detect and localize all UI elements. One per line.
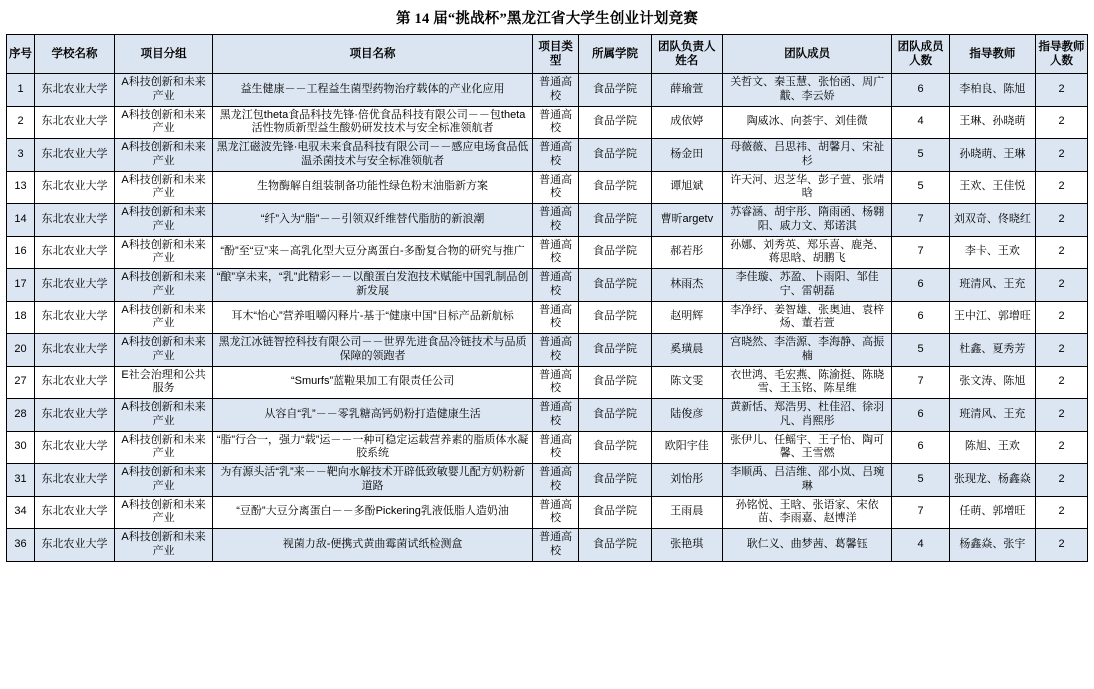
cell-no: 27 bbox=[7, 366, 35, 399]
cell-members: 衣世鸿、毛宏燕、陈渝挺、陈晓雪、王玉铭、陈星维 bbox=[722, 366, 892, 399]
cell-school: 东北农业大学 bbox=[35, 204, 115, 237]
table-row bbox=[7, 236, 1088, 269]
column-header-leader: 团队负责人姓名 bbox=[651, 35, 722, 74]
cell-member-count: 4 bbox=[892, 106, 949, 139]
cell-no: 16 bbox=[7, 236, 35, 269]
cell-college: 食品学院 bbox=[579, 269, 651, 302]
cell-group: A科技创新和未来产业 bbox=[114, 269, 212, 302]
cell-leader: 郝若彤 bbox=[651, 236, 722, 269]
cell-members: 许天河、迟芝华、彭子萱、张靖晗 bbox=[722, 171, 892, 204]
table-body bbox=[7, 74, 1088, 562]
cell-members: 陶威冰、向荟宇、刘佳微 bbox=[722, 106, 892, 139]
cell-member-count: 6 bbox=[892, 431, 949, 464]
cell-project-name: “Smurfs”蓝鞡果加工有限责任公司 bbox=[213, 366, 533, 399]
cell-leader: 欧阳宇佳 bbox=[651, 431, 722, 464]
cell-college: 食品学院 bbox=[579, 496, 651, 529]
cell-members: 母薇薇、吕思祎、胡馨月、宋祉杉 bbox=[722, 139, 892, 172]
cell-no: 1 bbox=[7, 74, 35, 107]
cell-project-name: 耳木“怡心”营养咀嚼闪释片-基于“健康中国”目标产品新航标 bbox=[213, 301, 533, 334]
cell-group: A科技创新和未来产业 bbox=[114, 236, 212, 269]
cell-no: 13 bbox=[7, 171, 35, 204]
column-header-members: 团队成员 bbox=[722, 35, 892, 74]
cell-type: 普通高校 bbox=[532, 529, 578, 562]
cell-no: 28 bbox=[7, 399, 35, 432]
cell-college: 食品学院 bbox=[579, 204, 651, 237]
cell-teacher-count: 2 bbox=[1036, 171, 1088, 204]
cell-members: 李净纾、姜智雄、张奥迪、袁梓炀、董若萱 bbox=[722, 301, 892, 334]
cell-college: 食品学院 bbox=[579, 106, 651, 139]
cell-no: 20 bbox=[7, 334, 35, 367]
cell-members: 孙铭悦、王晗、张语家、宋依苗、李雨嘉、赵博洋 bbox=[722, 496, 892, 529]
column-header-project: 项目名称 bbox=[213, 35, 533, 74]
cell-teacher-count: 2 bbox=[1036, 269, 1088, 302]
cell-members: 李佳璇、苏盈、卜雨阳、邹佳宁、雷朝磊 bbox=[722, 269, 892, 302]
cell-teachers: 王中江、郭增旺 bbox=[949, 301, 1035, 334]
column-header-no: 序号 bbox=[7, 35, 35, 74]
cell-teachers: 张现龙、杨鑫焱 bbox=[949, 464, 1035, 497]
cell-college: 食品学院 bbox=[579, 236, 651, 269]
cell-no: 30 bbox=[7, 431, 35, 464]
column-header-school: 学校名称 bbox=[35, 35, 115, 74]
cell-teacher-count: 2 bbox=[1036, 236, 1088, 269]
cell-member-count: 6 bbox=[892, 269, 949, 302]
cell-college: 食品学院 bbox=[579, 529, 651, 562]
cell-no: 18 bbox=[7, 301, 35, 334]
cell-members: 孙娜、刘秀英、郑乐喜、鹿尧、蒋思晗、胡鹏飞 bbox=[722, 236, 892, 269]
cell-type: 普通高校 bbox=[532, 496, 578, 529]
cell-teacher-count: 2 bbox=[1036, 529, 1088, 562]
cell-member-count: 5 bbox=[892, 139, 949, 172]
cell-school: 东北农业大学 bbox=[35, 431, 115, 464]
cell-teachers: 班清风、王充 bbox=[949, 269, 1035, 302]
cell-teacher-count: 2 bbox=[1036, 301, 1088, 334]
cell-members: 苏睿涵、胡宇彤、隋雨函、杨翱阳、戚力文、郑诺淇 bbox=[722, 204, 892, 237]
cell-college: 食品学院 bbox=[579, 399, 651, 432]
table-row bbox=[7, 529, 1088, 562]
cell-teachers: 张文涛、陈旭 bbox=[949, 366, 1035, 399]
cell-group: A科技创新和未来产业 bbox=[114, 139, 212, 172]
cell-school: 东北农业大学 bbox=[35, 496, 115, 529]
cell-school: 东北农业大学 bbox=[35, 171, 115, 204]
cell-project-name: 视菌力敌-便携式黄曲霉菌试纸检测盒 bbox=[213, 529, 533, 562]
cell-teacher-count: 2 bbox=[1036, 74, 1088, 107]
cell-college: 食品学院 bbox=[579, 301, 651, 334]
cell-type: 普通高校 bbox=[532, 171, 578, 204]
cell-project-name: 从容自“乳”－－零乳糖高钙奶粉打造健康生活 bbox=[213, 399, 533, 432]
cell-school: 东北农业大学 bbox=[35, 366, 115, 399]
cell-leader: 陆俊彦 bbox=[651, 399, 722, 432]
column-header-teacher-count: 指导教师人数 bbox=[1036, 35, 1088, 74]
cell-project-name: 黑龙江磁波先锋·电驭未来食品科技有限公司－－感应电场食品低温杀菌技术与安全标准领航者 bbox=[213, 139, 533, 172]
cell-school: 东北农业大学 bbox=[35, 139, 115, 172]
cell-type: 普通高校 bbox=[532, 236, 578, 269]
table-row bbox=[7, 334, 1088, 367]
table-row bbox=[7, 171, 1088, 204]
cell-members: 关哲文、秦玉慧、张怡函、周广黻、李云娇 bbox=[722, 74, 892, 107]
cell-type: 普通高校 bbox=[532, 301, 578, 334]
cell-member-count: 7 bbox=[892, 366, 949, 399]
cell-project-name: 生物酶解自组装制备功能性绿色粉末油脂新方案 bbox=[213, 171, 533, 204]
cell-group: A科技创新和未来产业 bbox=[114, 529, 212, 562]
cell-project-name: “酚”至“豆”来－高乳化型大豆分离蛋白-多酚复合物的研究与推广 bbox=[213, 236, 533, 269]
cell-no: 14 bbox=[7, 204, 35, 237]
cell-project-name: “纤”入为“脂”－－引领双纤维替代脂肪的新浪潮 bbox=[213, 204, 533, 237]
cell-leader: 赵明辉 bbox=[651, 301, 722, 334]
cell-teacher-count: 2 bbox=[1036, 431, 1088, 464]
cell-no: 17 bbox=[7, 269, 35, 302]
cell-teacher-count: 2 bbox=[1036, 399, 1088, 432]
cell-group: A科技创新和未来产业 bbox=[114, 171, 212, 204]
column-header-college: 所属学院 bbox=[579, 35, 651, 74]
table-row bbox=[7, 139, 1088, 172]
cell-leader: 刘怡彤 bbox=[651, 464, 722, 497]
cell-college: 食品学院 bbox=[579, 366, 651, 399]
cell-teachers: 李卡、王欢 bbox=[949, 236, 1035, 269]
cell-teacher-count: 2 bbox=[1036, 496, 1088, 529]
cell-type: 普通高校 bbox=[532, 464, 578, 497]
cell-members: 李顺禹、吕洁维、邵小岚、吕琬琳 bbox=[722, 464, 892, 497]
cell-member-count: 4 bbox=[892, 529, 949, 562]
cell-members: 耿仁义、曲梦茜、葛馨钰 bbox=[722, 529, 892, 562]
cell-school: 东北农业大学 bbox=[35, 236, 115, 269]
cell-teachers: 任萌、郭增旺 bbox=[949, 496, 1035, 529]
table-row bbox=[7, 464, 1088, 497]
cell-teacher-count: 2 bbox=[1036, 366, 1088, 399]
cell-leader: 谭旭斌 bbox=[651, 171, 722, 204]
cell-member-count: 5 bbox=[892, 171, 949, 204]
cell-member-count: 7 bbox=[892, 236, 949, 269]
table-row bbox=[7, 366, 1088, 399]
cell-group: E社会治理和公共服务 bbox=[114, 366, 212, 399]
table-row bbox=[7, 431, 1088, 464]
cell-college: 食品学院 bbox=[579, 334, 651, 367]
cell-group: A科技创新和未来产业 bbox=[114, 431, 212, 464]
column-header-type: 项目类型 bbox=[532, 35, 578, 74]
cell-no: 34 bbox=[7, 496, 35, 529]
cell-group: A科技创新和未来产业 bbox=[114, 204, 212, 237]
cell-teachers: 孙晓萌、王琳 bbox=[949, 139, 1035, 172]
cell-school: 东北农业大学 bbox=[35, 334, 115, 367]
cell-teacher-count: 2 bbox=[1036, 139, 1088, 172]
cell-type: 普通高校 bbox=[532, 139, 578, 172]
cell-group: A科技创新和未来产业 bbox=[114, 301, 212, 334]
cell-teachers: 班清风、王充 bbox=[949, 399, 1035, 432]
cell-member-count: 7 bbox=[892, 204, 949, 237]
table-row bbox=[7, 269, 1088, 302]
cell-no: 31 bbox=[7, 464, 35, 497]
table-header bbox=[7, 35, 1088, 74]
cell-group: A科技创新和未来产业 bbox=[114, 334, 212, 367]
cell-leader: 林雨杰 bbox=[651, 269, 722, 302]
cell-no: 2 bbox=[7, 106, 35, 139]
cell-leader: 张艳琪 bbox=[651, 529, 722, 562]
cell-school: 东北农业大学 bbox=[35, 301, 115, 334]
cell-school: 东北农业大学 bbox=[35, 529, 115, 562]
table-row bbox=[7, 399, 1088, 432]
cell-project-name: “豆酚”大豆分离蛋白－－多酚Pickering乳液低脂人造奶油 bbox=[213, 496, 533, 529]
cell-member-count: 7 bbox=[892, 496, 949, 529]
cell-type: 普通高校 bbox=[532, 269, 578, 302]
cell-group: A科技创新和未来产业 bbox=[114, 464, 212, 497]
cell-teachers: 杨鑫焱、张宇 bbox=[949, 529, 1035, 562]
cell-teachers: 王欢、王佳悦 bbox=[949, 171, 1035, 204]
cell-member-count: 5 bbox=[892, 464, 949, 497]
cell-type: 普通高校 bbox=[532, 74, 578, 107]
cell-members: 黄新恬、郑浩男、杜佳沼、徐羽凡、肖熙彤 bbox=[722, 399, 892, 432]
cell-type: 普通高校 bbox=[532, 204, 578, 237]
cell-project-name: 为有源头活“乳”来－－靶向水解技术开辟低致敏婴儿配方奶粉新道路 bbox=[213, 464, 533, 497]
table-row bbox=[7, 496, 1088, 529]
cell-leader: 曹昕argetv bbox=[651, 204, 722, 237]
cell-school: 东北农业大学 bbox=[35, 464, 115, 497]
cell-member-count: 6 bbox=[892, 399, 949, 432]
cell-teacher-count: 2 bbox=[1036, 106, 1088, 139]
table-row bbox=[7, 74, 1088, 107]
cell-school: 东北农业大学 bbox=[35, 74, 115, 107]
cell-college: 食品学院 bbox=[579, 464, 651, 497]
cell-project-name: 黑龙江包theta食品科技先锋·倍优食品科技有限公司－－包theta活性物质新型益生酸奶研发技术与安全标准领航者 bbox=[213, 106, 533, 139]
cell-college: 食品学院 bbox=[579, 74, 651, 107]
competition-project-table bbox=[6, 34, 1088, 562]
cell-teacher-count: 2 bbox=[1036, 334, 1088, 367]
cell-teacher-count: 2 bbox=[1036, 204, 1088, 237]
cell-teachers: 王琳、孙晓萌 bbox=[949, 106, 1035, 139]
cell-leader: 成依婷 bbox=[651, 106, 722, 139]
cell-no: 36 bbox=[7, 529, 35, 562]
table-row bbox=[7, 204, 1088, 237]
cell-leader: 杨金田 bbox=[651, 139, 722, 172]
cell-members: 宫晓然、李浩源、李海静、高振楠 bbox=[722, 334, 892, 367]
cell-member-count: 5 bbox=[892, 334, 949, 367]
cell-member-count: 6 bbox=[892, 74, 949, 107]
cell-member-count: 6 bbox=[892, 301, 949, 334]
cell-teachers: 陈旭、王欢 bbox=[949, 431, 1035, 464]
cell-type: 普通高校 bbox=[532, 106, 578, 139]
cell-leader: 奚璜晨 bbox=[651, 334, 722, 367]
header-row bbox=[7, 35, 1088, 74]
column-header-member-count: 团队成员人数 bbox=[892, 35, 949, 74]
cell-leader: 陈文雯 bbox=[651, 366, 722, 399]
column-header-group: 项目分组 bbox=[114, 35, 212, 74]
table-row bbox=[7, 106, 1088, 139]
cell-college: 食品学院 bbox=[579, 171, 651, 204]
cell-teachers: 杜鑫、夏秀芳 bbox=[949, 334, 1035, 367]
cell-project-name: 益生健康－－工程益生菌型药物治疗载体的产业化应用 bbox=[213, 74, 533, 107]
cell-teachers: 李柏良、陈旭 bbox=[949, 74, 1035, 107]
cell-group: A科技创新和未来产业 bbox=[114, 74, 212, 107]
cell-college: 食品学院 bbox=[579, 431, 651, 464]
cell-no: 3 bbox=[7, 139, 35, 172]
table-row bbox=[7, 301, 1088, 334]
cell-type: 普通高校 bbox=[532, 366, 578, 399]
cell-type: 普通高校 bbox=[532, 334, 578, 367]
cell-group: A科技创新和未来产业 bbox=[114, 399, 212, 432]
cell-college: 食品学院 bbox=[579, 139, 651, 172]
cell-school: 东北农业大学 bbox=[35, 106, 115, 139]
cell-group: A科技创新和未来产业 bbox=[114, 106, 212, 139]
cell-school: 东北农业大学 bbox=[35, 399, 115, 432]
cell-leader: 薛瑜萱 bbox=[651, 74, 722, 107]
page-title: 第 14 届“挑战杯”黑龙江省大学生创业计划竞赛 bbox=[395, 11, 699, 27]
cell-type: 普通高校 bbox=[532, 431, 578, 464]
cell-group: A科技创新和未来产业 bbox=[114, 496, 212, 529]
cell-school: 东北农业大学 bbox=[35, 269, 115, 302]
cell-project-name: “脂”行合一，强力“载”运－－一种可稳定运载营养素的脂质体水凝胶系统 bbox=[213, 431, 533, 464]
cell-teacher-count: 2 bbox=[1036, 464, 1088, 497]
cell-project-name: “酿”享未来，“乳”此精彩－－以酿蛋白发泡技术赋能中国乳制品创新发展 bbox=[213, 269, 533, 302]
cell-project-name: 黑龙江冰链智控科技有限公司－－世界先进食品冷链技术与品质保障的领跑者 bbox=[213, 334, 533, 367]
cell-leader: 王雨晨 bbox=[651, 496, 722, 529]
cell-teachers: 刘双奇、佟晓红 bbox=[949, 204, 1035, 237]
cell-members: 张伊儿、任鳐宇、王子怡、陶可馨、王雪燃 bbox=[722, 431, 892, 464]
column-header-teachers: 指导教师 bbox=[949, 35, 1035, 74]
cell-type: 普通高校 bbox=[532, 399, 578, 432]
